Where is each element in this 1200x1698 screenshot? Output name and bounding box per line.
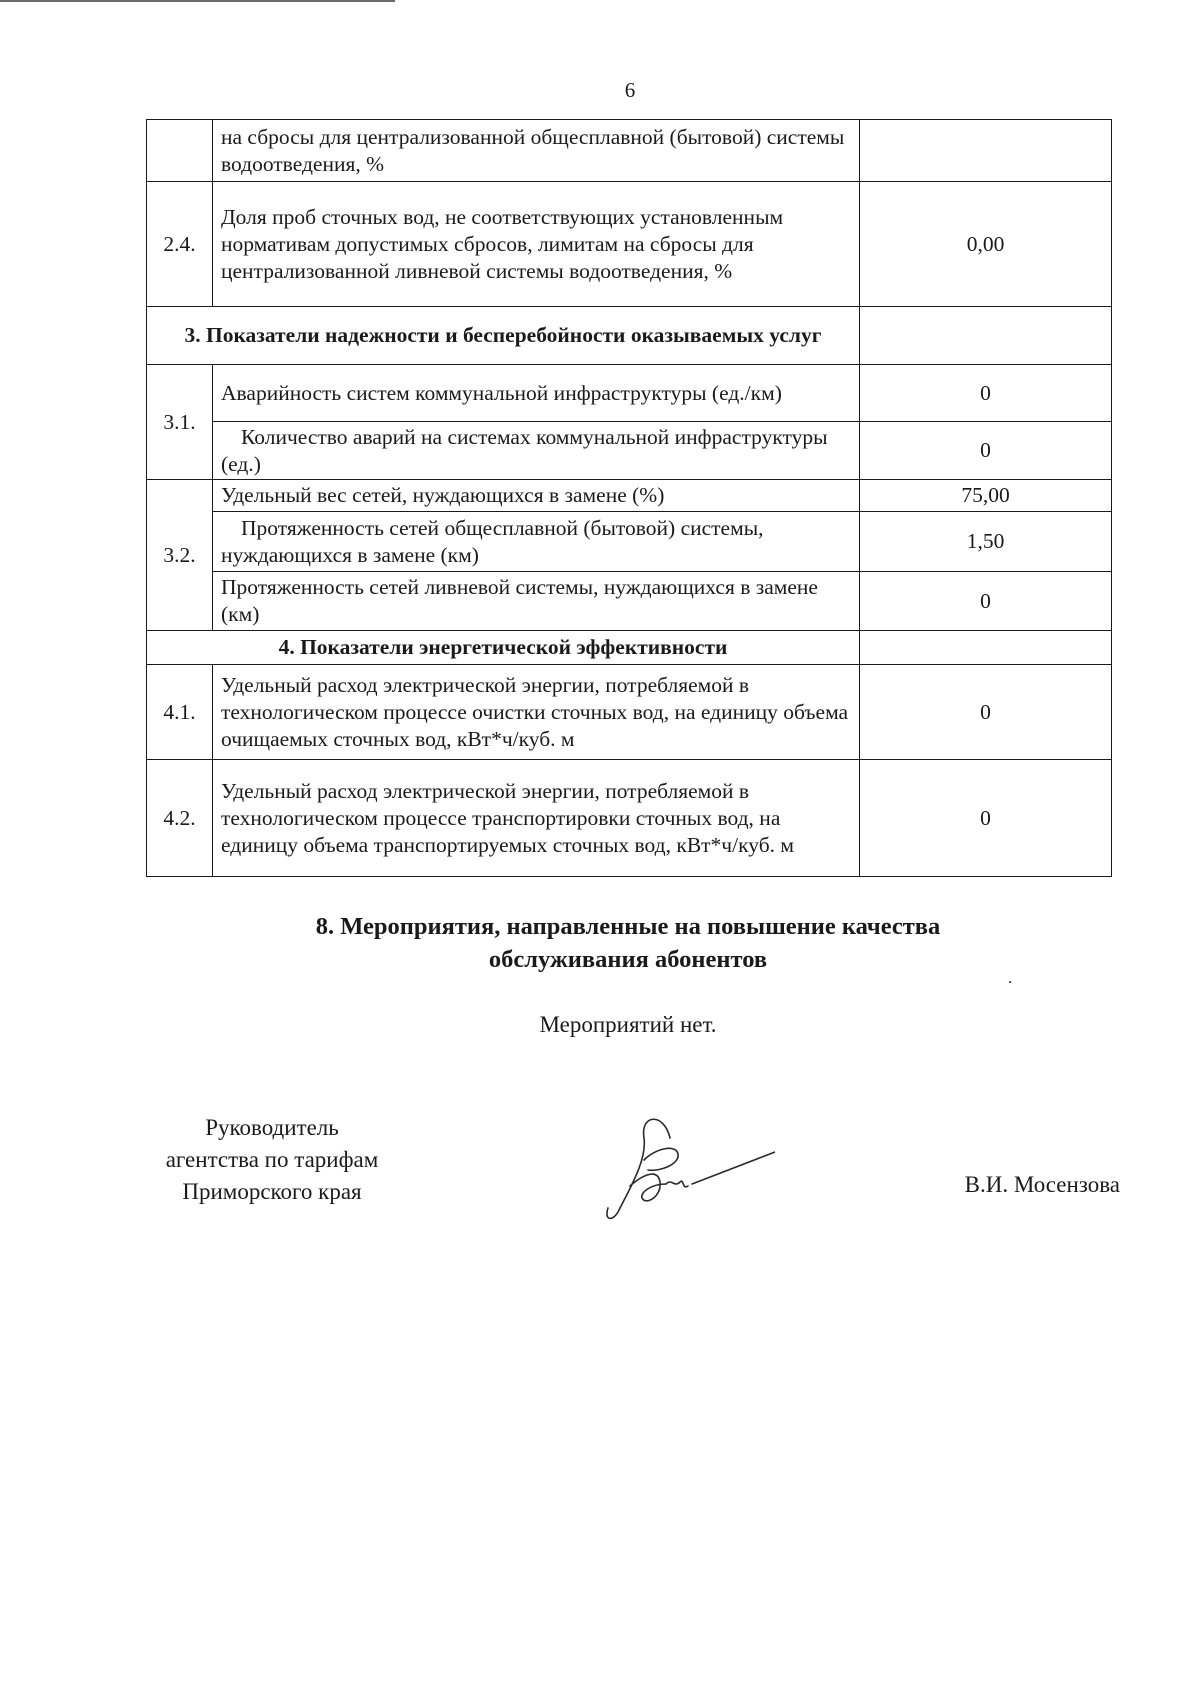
table-row: [147, 182, 1112, 307]
signer-position-line: Приморского края: [182, 1179, 362, 1204]
scan-edge-line: [0, 0, 395, 2]
signer-position: [118, 1112, 426, 1208]
row-description: Удельный расход электрической энергии, потребляемой в технологическом процессе очистки сточных вод, на единицу объема очищаемых сточных вод, кВт*ч/куб. м: [213, 665, 860, 760]
signer-name: В.И. Мосензова: [964, 1172, 1120, 1197]
section-8-title-line: 8. Мероприятия, направленные на повышение качества: [315, 913, 941, 940]
row-description: на сбросы для централизованной общесплавной (бытовой) системы водоотведения, %: [213, 120, 860, 182]
table-row: [147, 422, 1112, 480]
table-section-row: [147, 307, 1112, 365]
no-measures-text: Мероприятий нет.: [539, 1012, 717, 1037]
row-number: 2.4.: [147, 182, 213, 307]
row-value: 0: [860, 760, 1112, 877]
signer-position-line: агентства по тарифам: [165, 1147, 379, 1172]
row-description-text: Протяженность сетей общесплавной (бытовой) системы, нуждающихся в замене (км): [221, 515, 764, 567]
row-description: [213, 512, 860, 572]
section-heading: 4. Показатели энергетической эффективности: [147, 631, 860, 665]
row-number: 4.2.: [147, 760, 213, 877]
row-number: 4.1.: [147, 665, 213, 760]
page-number: 6: [624, 78, 636, 102]
table-row: [147, 512, 1112, 572]
table-row: [147, 120, 1112, 182]
handwritten-signature: [600, 1108, 775, 1223]
scan-speck: [1009, 981, 1011, 983]
section-8-title: [228, 910, 1028, 976]
row-value: 0: [860, 422, 1112, 480]
indicators-table: [146, 119, 1112, 877]
row-description: Удельный расход электрической энергии, потребляемой в технологическом процессе транспортировки сточных вод, на единицу объема транспортируемых сточных вод, кВт*ч/куб. м: [213, 760, 860, 877]
row-number: 3.1.: [147, 365, 213, 480]
row-value: 1,50: [860, 512, 1112, 572]
row-description: Удельный вес сетей, нуждающихся в замене (%): [213, 480, 860, 512]
row-value: [860, 120, 1112, 182]
row-value: [860, 631, 1112, 665]
table-row: [147, 760, 1112, 877]
row-description: Протяженность сетей ливневой системы, нуждающихся в замене (км): [213, 572, 860, 631]
section-8-title-line: обслуживания абонентов: [488, 946, 768, 973]
row-value: 75,00: [860, 480, 1112, 512]
row-value: 0: [860, 665, 1112, 760]
signer-position-line: Руководитель: [205, 1115, 339, 1140]
section-heading: 3. Показатели надежности и бесперебойности оказываемых услуг: [147, 307, 860, 365]
row-value: 0: [860, 365, 1112, 422]
table-row: [147, 480, 1112, 512]
row-value: 0: [860, 572, 1112, 631]
table-section-row: [147, 631, 1112, 665]
row-description: [213, 422, 860, 480]
row-description: Аварийность систем коммунальной инфраструктуры (ед./км): [213, 365, 860, 422]
row-value: 0,00: [860, 182, 1112, 307]
table-row: [147, 572, 1112, 631]
table-row: [147, 665, 1112, 760]
table-row: [147, 365, 1112, 422]
row-number: 3.2.: [147, 480, 213, 631]
row-description: Доля проб сточных вод, не соответствующих установленным нормативам допустимых сбросов, лимитам на сбросы для централизованной ливневой системы водоотведения, %: [213, 182, 860, 307]
row-number-cell: [147, 120, 213, 182]
row-description-text: Количество аварий на системах коммунальной инфраструктуры (ед.): [221, 424, 828, 476]
row-value: [860, 307, 1112, 365]
